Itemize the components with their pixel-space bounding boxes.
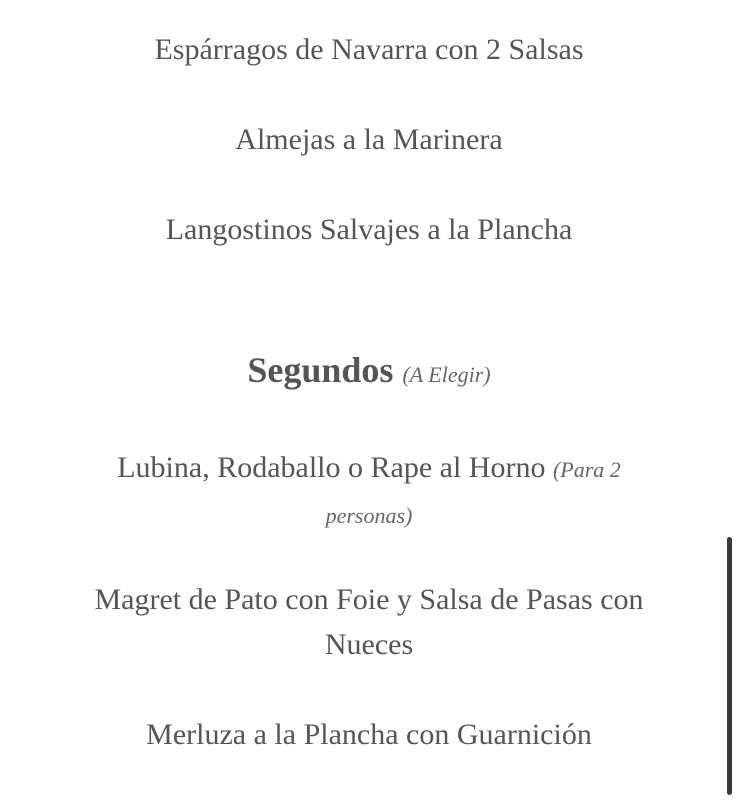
menu-item-continuation [0,623,738,667]
menu-item-continuation [0,492,738,538]
dish-name: Almejas a la Marinera [235,123,503,156]
dish-note: (Para 2 [552,457,621,482]
dish-name: Lubina, Rodaballo o Rape al Horno [117,451,546,484]
menu-item [0,208,738,252]
dish-name: Nueces [324,628,414,661]
dish-name: Espárragos de Navarra con 2 Salsas [154,33,584,66]
section-title: Segundos [247,350,394,390]
menu-item [0,28,738,72]
menu-item [0,713,738,757]
section-heading [0,348,738,397]
menu-item [0,446,738,492]
menu-item [0,118,738,162]
section-note: (A Elegir) [402,362,491,387]
dish-name: Merluza a la Plancha con Guarnición [146,718,592,751]
dish-name: Magret de Pato con Foie y Salsa de Pasas con [94,583,644,616]
dish-note: personas) [325,503,413,528]
dish-name: Langostinos Salvajes a la Plancha [165,213,573,246]
scrollbar-thumb[interactable] [727,537,732,795]
menu-item [0,578,738,622]
